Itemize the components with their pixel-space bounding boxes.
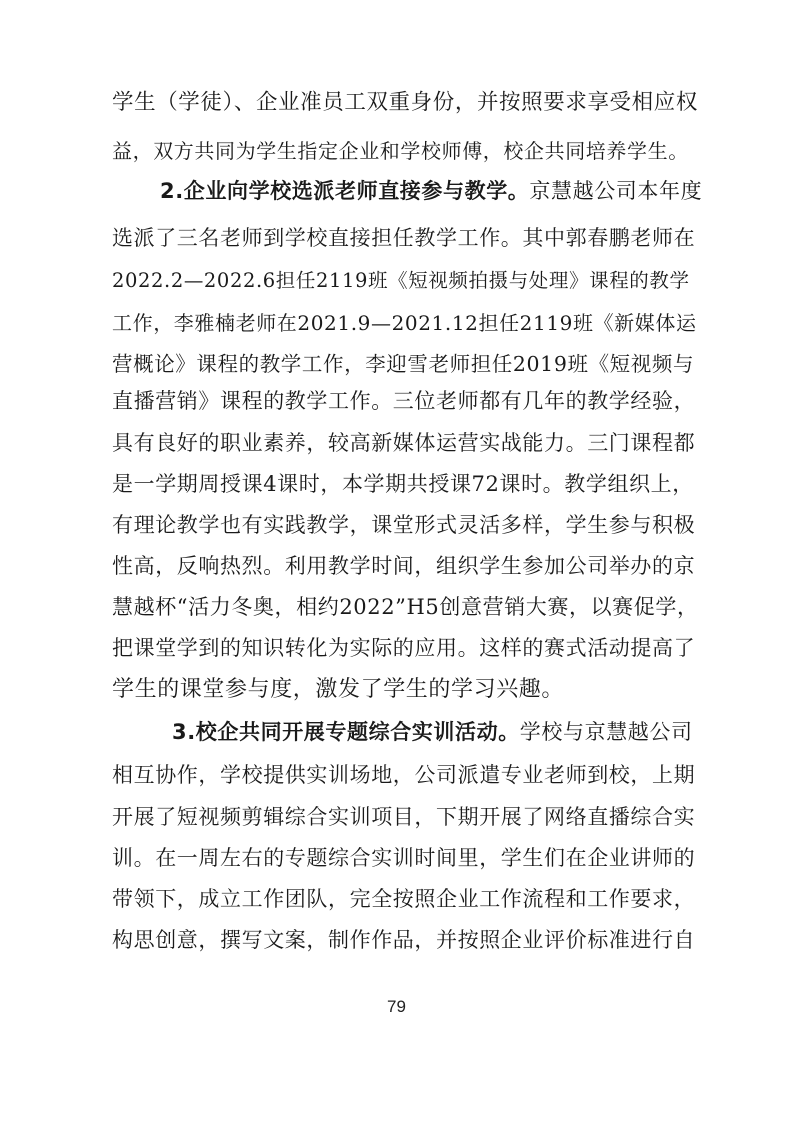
body-line: 益，双方共同为学生指定企业和学校师傅，校企共同培养学生。 — [112, 139, 689, 163]
body-line: 工作，李雅楠老师在2021.9—2021.12担任2119班《新媒体运 — [112, 311, 697, 335]
body-line: 慧越杯“活力冬奥，相约2022”H5创意营销大赛，以赛促学， — [112, 595, 699, 619]
body-line: 把课堂学到的知识转化为实际的应用。这样的赛式活动提高了 — [112, 636, 696, 660]
section-3-text: 学校与京慧越公司 — [519, 720, 693, 744]
body-line: 相互协作，学校提供实训场地，公司派遣专业老师到校，上期 — [112, 763, 696, 787]
body-line: 开展了短视频剪辑综合实训项目，下期开展了网络直播综合实 — [112, 805, 696, 829]
section-2-heading: 2.企业向学校选派老师直接参与教学。 — [160, 179, 530, 203]
body-line: 学生（学徒）、企业准员工双重身份，并按照要求享受相应权 — [112, 90, 698, 115]
body-line: 是一学期周授课4课时，本学期共授课72课时。教学组织上， — [112, 472, 694, 496]
body-line: 2022.2—2022.6担任2119班《短视频拍摄与处理》课程的教学 — [112, 269, 690, 292]
page-number: 79 — [387, 997, 406, 1016]
body-line: 选派了三名老师到学校直接担任教学工作。其中郭春鹏老师在 — [112, 226, 696, 250]
body-line: 直播营销》课程的教学工作。三位老师都有几年的教学经验， — [112, 389, 696, 413]
section-2-text: 京慧越公司本年度 — [529, 179, 703, 203]
body-line: 有理论教学也有实践教学，课堂形式灵活多样，学生参与积极 — [112, 513, 696, 537]
body-line: 营概论》课程的教学工作，李迎雪老师担任2019班《短视频与 — [112, 352, 695, 376]
body-line: 性高，反响热烈。利用教学时间，组织学生参加公司举办的京 — [112, 554, 696, 578]
body-line: 训。在一周左右的专题综合实训时间里，学生们在企业讲师的 — [112, 846, 696, 870]
section-3-line — [172, 717, 693, 747]
body-line: 学生的课堂参与度，激发了学生的学习兴趣。 — [112, 677, 565, 702]
body-line: 带领下，成立工作团队，完全按照企业工作流程和工作要求， — [112, 887, 696, 911]
section-3-heading: 3.校企共同开展专题综合实训活动。 — [172, 720, 520, 744]
body-line: 构思创意，撰写文案，制作作品，并按照企业评价标准进行自 — [112, 928, 696, 952]
body-line: 具有良好的职业素养，较高新媒体运营实战能力。三门课程都 — [112, 431, 696, 455]
section-2-line — [160, 176, 702, 206]
